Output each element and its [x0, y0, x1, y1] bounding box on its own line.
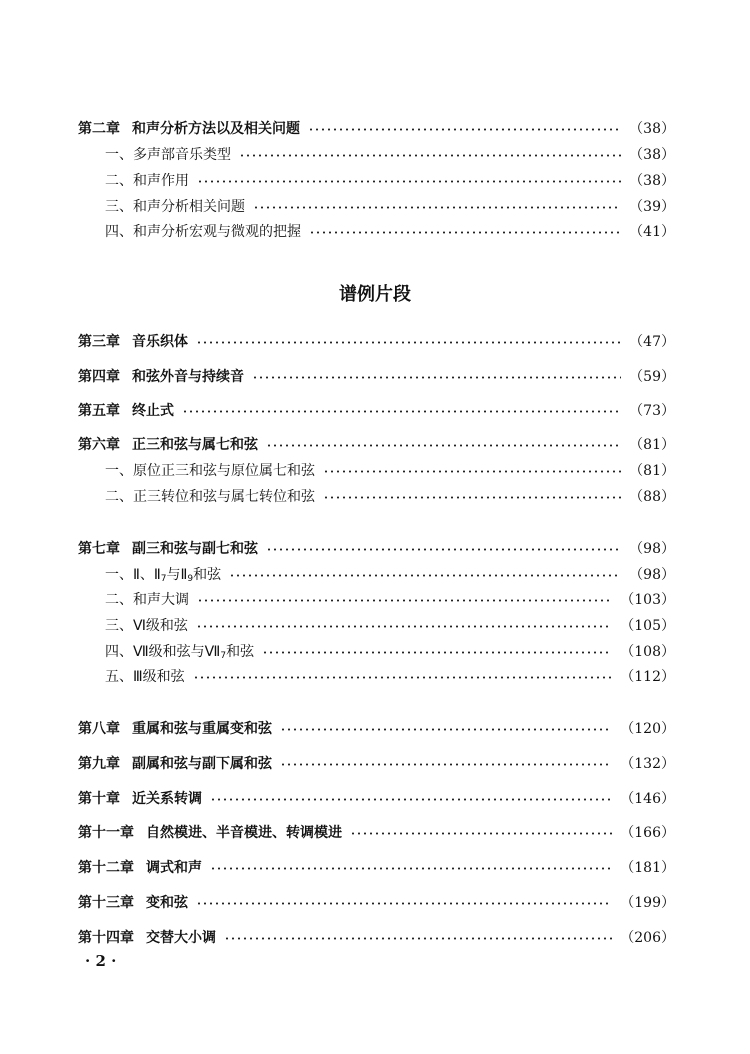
section-number: 一、 — [105, 147, 133, 163]
toc-entry-section[interactable] — [105, 169, 675, 191]
toc-entry-chapter-11[interactable] — [78, 821, 675, 843]
entry-title: Ⅲ级和弦 — [133, 669, 185, 685]
chapter-number: 第三章 — [78, 334, 120, 350]
chapter-number: 第五章 — [78, 403, 120, 419]
dot-leader — [280, 763, 612, 766]
toc-entry-chapter-14[interactable] — [78, 926, 675, 948]
toc-entry-section[interactable] — [105, 665, 675, 687]
section-number: 三、 — [105, 618, 133, 634]
page-number: （120） — [620, 721, 675, 737]
dot-leader — [210, 798, 612, 801]
toc-entry-section[interactable] — [105, 485, 675, 507]
page-number: （98） — [629, 567, 675, 583]
entry-title: 重属和弦与重属变和弦 — [132, 721, 272, 737]
chapter-number: 第七章 — [78, 541, 120, 557]
chapter-number: 第十四章 — [78, 930, 134, 946]
chapter-number: 第四章 — [78, 369, 120, 385]
entry-title: 正三和弦与属七和弦 — [132, 437, 258, 453]
section-number: 二、 — [105, 592, 133, 608]
dot-leader — [229, 574, 621, 577]
entry-title: 变和弦 — [146, 895, 188, 911]
dot-leader — [210, 867, 612, 870]
section-number: 二、 — [105, 489, 133, 505]
entry-title: 音乐织体 — [132, 334, 188, 350]
entry-title: 原位正三和弦与原位属七和弦 — [133, 463, 315, 479]
page-number: （73） — [629, 403, 675, 419]
section-number: 四、 — [105, 224, 133, 240]
toc-entry-chapter-7[interactable] — [78, 537, 675, 559]
entry-title: 自然模进、半音模进、转调模进 — [146, 825, 342, 841]
entry-title: 和弦外音与持续音 — [132, 369, 244, 385]
toc-entry-section[interactable] — [105, 459, 675, 481]
dot-leader — [252, 376, 621, 379]
page-number: （112） — [620, 669, 675, 685]
section-number: 一、 — [105, 567, 133, 583]
section-number: 五、 — [105, 669, 133, 685]
section-title: 谱例片段 — [339, 284, 411, 305]
chapter-number: 第二章 — [78, 121, 120, 137]
dot-leader — [197, 599, 612, 602]
entry-title: 终止式 — [132, 403, 174, 419]
chapter-number: 第十二章 — [78, 860, 134, 876]
entry-title-part: 与Ⅱ — [166, 567, 188, 583]
dot-leader — [182, 410, 621, 413]
toc-entry-chapter-10[interactable] — [78, 787, 675, 809]
entry-title: 交替大小调 — [146, 930, 216, 946]
dot-leader — [280, 728, 612, 731]
toc-entry-chapter-3[interactable] — [78, 330, 675, 352]
chord-subscript: 7 — [220, 651, 227, 661]
page-footer-number: · 2 · — [85, 952, 117, 970]
toc-entry-chapter-13[interactable] — [78, 891, 675, 913]
page-number: （41） — [629, 224, 675, 240]
toc-entry-chapter-8[interactable] — [78, 717, 675, 739]
page-number: （88） — [629, 489, 675, 505]
page-number: （38） — [629, 121, 675, 137]
dot-leader — [253, 206, 621, 209]
page-number: （146） — [620, 791, 675, 807]
chapter-number: 第六章 — [78, 437, 120, 453]
toc-entry-chapter-4[interactable] — [78, 365, 675, 387]
entry-title-part: 和弦 — [226, 644, 255, 660]
section-number: 一、 — [105, 463, 133, 479]
chapter-number: 第十章 — [78, 791, 120, 807]
page-number: （59） — [629, 369, 675, 385]
toc-entry-section[interactable] — [105, 195, 675, 217]
page-number: （105） — [620, 618, 675, 634]
toc-entry-section[interactable] — [105, 614, 675, 636]
page-number: （81） — [629, 437, 675, 453]
dot-leader — [266, 444, 621, 447]
chapter-number: 第十一章 — [78, 825, 134, 841]
toc-entry-chapter-12[interactable] — [78, 856, 675, 878]
entry-title: 和声分析宏观与微观的把握 — [133, 224, 301, 240]
dot-leader — [239, 154, 621, 157]
dot-leader — [323, 496, 621, 499]
toc-entry-chapter-2[interactable] — [78, 117, 675, 139]
page-number: （199） — [620, 895, 675, 911]
section-number: 二、 — [105, 173, 133, 189]
entry-title-part: 和弦 — [193, 567, 222, 583]
entry-title: 和声分析方法以及相关问题 — [132, 121, 300, 137]
toc-entry-section[interactable] — [105, 563, 675, 585]
dot-leader — [196, 341, 621, 344]
section-number: 三、 — [105, 199, 133, 215]
entry-title: 近关系转调 — [132, 791, 202, 807]
dot-leader — [308, 128, 621, 131]
toc-entry-section[interactable] — [105, 143, 675, 165]
entry-title: Ⅵ级和弦 — [133, 618, 188, 634]
dot-leader — [196, 625, 612, 628]
page-number: （206） — [620, 930, 675, 946]
chapter-number: 第十三章 — [78, 895, 134, 911]
entry-title: 多声部音乐类型 — [133, 147, 231, 163]
dot-leader — [323, 470, 621, 473]
dot-leader — [196, 902, 612, 905]
dot-leader — [193, 676, 613, 679]
dot-leader — [266, 548, 621, 551]
dot-leader — [309, 231, 621, 234]
page-number: （38） — [629, 147, 675, 163]
entry-title-part: Ⅶ级和弦与Ⅶ — [133, 644, 221, 660]
dot-leader — [224, 937, 612, 940]
toc-entry-section[interactable] — [105, 640, 675, 662]
page-number: （166） — [620, 825, 675, 841]
page-number: （132） — [620, 756, 675, 772]
page-number: （38） — [629, 173, 675, 189]
dot-leader — [197, 180, 621, 183]
toc-entry-chapter-9[interactable] — [78, 752, 675, 774]
entry-title: 正三转位和弦与属七转位和弦 — [133, 489, 315, 505]
toc-entry-chapter-6[interactable] — [78, 433, 675, 455]
entry-title: 副三和弦与副七和弦 — [132, 541, 258, 557]
page-number: （98） — [629, 541, 675, 557]
page-number: （81） — [629, 463, 675, 479]
chapter-number: 第九章 — [78, 756, 120, 772]
toc-entry-chapter-5[interactable] — [78, 399, 675, 421]
page-number: （103） — [620, 592, 675, 608]
chapter-number: 第八章 — [78, 721, 120, 737]
toc-entry-section[interactable] — [105, 220, 675, 242]
page-number: （108） — [620, 644, 675, 660]
section-number: 四、 — [105, 644, 133, 660]
entry-title: 副属和弦与副下属和弦 — [132, 756, 272, 772]
entry-title: 和声分析相关问题 — [133, 199, 245, 215]
chord-subscript: 7 — [160, 574, 167, 584]
entry-title: 和声作用 — [133, 173, 189, 189]
dot-leader — [262, 651, 612, 654]
page-number: （181） — [620, 860, 675, 876]
chord-subscript: 9 — [187, 574, 194, 584]
entry-title-part: Ⅱ、Ⅱ — [133, 567, 161, 583]
entry-title: 和声大调 — [133, 592, 189, 608]
toc-entry-section[interactable] — [105, 588, 675, 610]
dot-leader — [350, 832, 612, 835]
page-number: （39） — [629, 199, 675, 215]
entry-title: 调式和声 — [146, 860, 202, 876]
page-number: （47） — [629, 334, 675, 350]
